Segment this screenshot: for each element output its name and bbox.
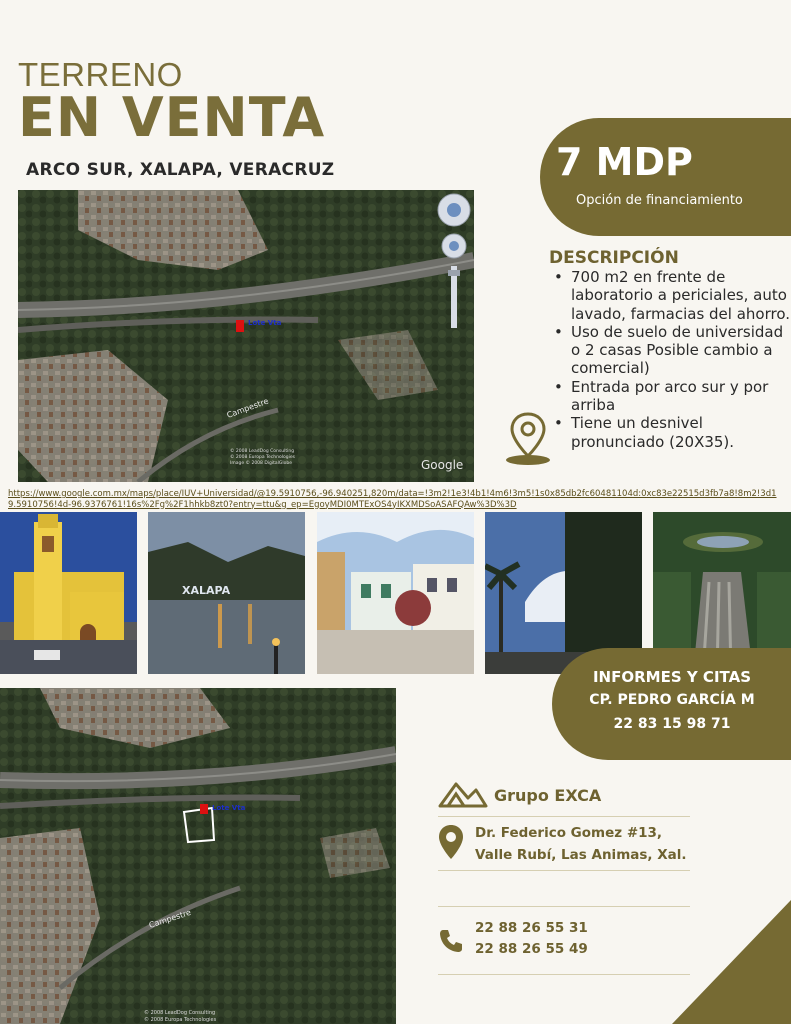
google-maps-link[interactable]: https://www.google.com.mx/maps/place/IUV+Universidad/@19.5910756,-96.940251,820m/data=!3m2!1e3!4b1!4m6!3m5!1s0x85db2fc60481104d:0xc83e22515d3fb7a8!8m2!3d19.5910756!4d-96.9376761!16s%2Fg%2F1hhkb8zt0?entry=ttu&g_ep=EgoyMDI0MTExOS4yIKXMDSoASAFQAw%3D%3D [8, 489, 777, 510]
location-pin-icon [504, 410, 552, 466]
lake-sign: XALAPA [182, 584, 231, 597]
divider [438, 906, 690, 907]
photo-lake [148, 512, 305, 674]
description-item: • Entrada por arco sur y por arriba [552, 378, 791, 415]
road-label: Campestre [225, 396, 270, 420]
corner-decoration [672, 900, 791, 1024]
photo-cathedral [0, 512, 137, 674]
house-logo-icon [438, 778, 488, 808]
satellite-map[interactable] [18, 190, 474, 482]
map-marker-label: Lote Vta [212, 804, 246, 812]
divider [438, 974, 690, 975]
location-heading: ARCO SUR, XALAPA, VERACRUZ [26, 160, 335, 180]
title-en-venta: EN VENTA [18, 86, 326, 149]
google-logo: Google [421, 458, 464, 472]
description-list [552, 268, 791, 451]
price-amount: 7 MDP [556, 140, 693, 184]
photo-street [317, 512, 474, 674]
map-pin-icon [438, 824, 464, 860]
description-item: • 700 m2 en frente de laboratorio a periciales, auto lavado, farmacias del ahorro. [552, 268, 791, 323]
description-item: • Uso de suelo de universidad o 2 casas Posible cambio a comercial) [552, 323, 791, 378]
company-name: Grupo EXCA [494, 786, 602, 805]
company-phone-1[interactable]: 22 88 26 55 31 [475, 920, 588, 936]
satellite-map-lot[interactable] [0, 688, 396, 1024]
contact-phone[interactable]: 22 83 15 98 71 [613, 716, 731, 732]
title-terreno: TERRENO [18, 56, 183, 93]
map-credits: © 2008 LeadDog Consulting © 2008 Europa Technologies [144, 1010, 217, 1023]
road-label: Campestre [147, 907, 193, 930]
description-title: DESCRIPCIÓN [549, 248, 679, 268]
phone-icon [438, 928, 464, 954]
company-phone-2[interactable]: 22 88 26 55 49 [475, 941, 588, 957]
map-marker-label: Lote Vta [248, 319, 282, 327]
divider [438, 816, 690, 817]
financing-note: Opción de financiamiento [576, 193, 743, 208]
description-item: • Tiene un desnivel pronunciado (20X35). [552, 414, 791, 451]
address-line-1: Dr. Federico Gomez #13, [475, 825, 663, 841]
map-credits: © 2008 LeadDog Consulting © 2008 Europa Technologies Image © 2008 DigitalGlobe [230, 449, 295, 466]
contact-name: CP. PEDRO GARCÍA M [589, 692, 755, 708]
divider [438, 870, 690, 871]
address-line-2: Valle Rubí, Las Animas, Xal. [475, 847, 687, 863]
contact-title: INFORMES Y CITAS [592, 668, 752, 686]
